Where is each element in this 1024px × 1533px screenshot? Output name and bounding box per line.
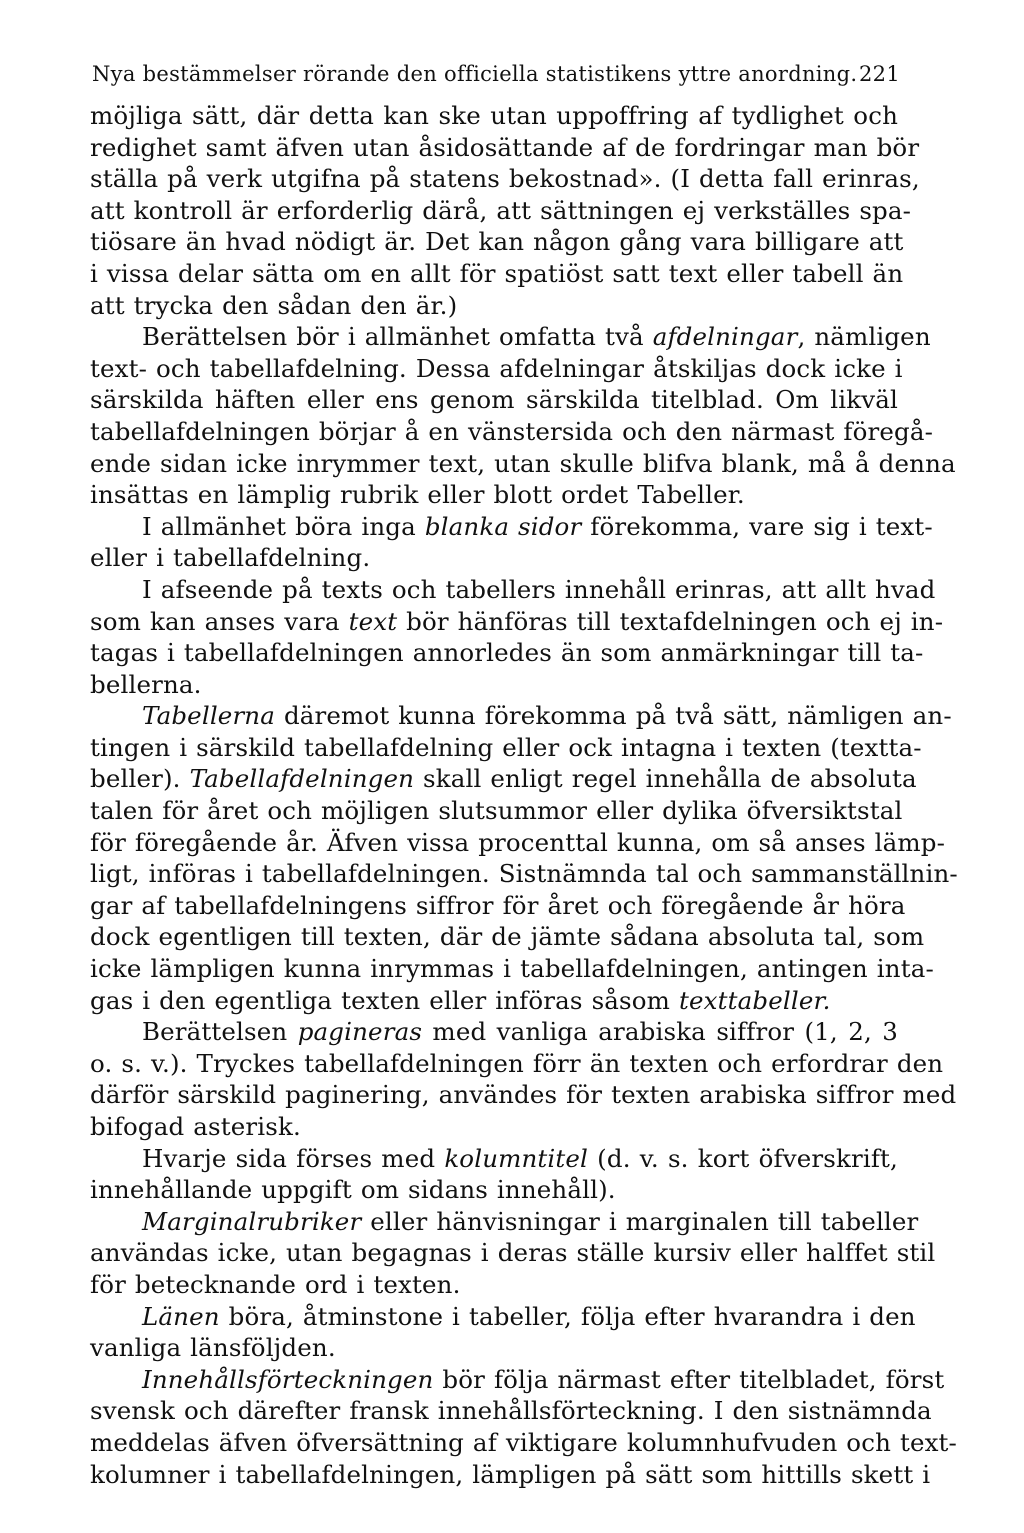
text-segment: gas i den egentliga texten eller införas såsom [90, 985, 680, 1015]
italic-text: blanka sidor [424, 511, 582, 541]
text-segment: Hvarje sida förses med [142, 1143, 445, 1173]
text-line [90, 132, 920, 164]
text-line [90, 163, 920, 195]
text-line [90, 732, 922, 764]
italic-text: kolumntitel [444, 1143, 589, 1173]
text-line [90, 100, 898, 132]
text-line [90, 353, 903, 385]
text-line [90, 890, 906, 922]
text-line [90, 858, 958, 890]
text-segment: som kan anses vara [90, 606, 349, 636]
text-segment: därför särskild paginering, användes för texten arabiska siffror med [90, 1080, 957, 1110]
text-line [90, 1111, 898, 1143]
italic-text: Länen [142, 1301, 220, 1331]
text-line [90, 637, 924, 669]
text-segment: kolumner i tabellafdelningen, lämpligen på sätt som hittills skett i [90, 1459, 931, 1489]
text-segment: , nämligen [797, 322, 931, 352]
text-segment: talen för året och möjligen slutsummor eller dylika öfversiktstal [90, 796, 903, 826]
text-line [90, 1174, 898, 1206]
text-line [90, 763, 917, 795]
text-segment: för föregående år. Äfven vissa procenttal kunna, om så anses lämp- [90, 827, 946, 857]
text-line [90, 795, 903, 827]
text-segment: ställa på verk utgifna på statens bekostnad». (I detta fall erinras, [90, 164, 920, 194]
text-line [90, 1364, 945, 1396]
text-line [90, 574, 936, 606]
text-line [90, 448, 956, 480]
text-line [90, 1332, 898, 1364]
text-line [90, 1079, 957, 1111]
text-segment: icke lämpligen kunna inrymmas i tabellafdelningen, antingen inta- [90, 954, 934, 984]
text-segment: med vanliga arabiska siffror (1, 2, 3 [422, 1017, 898, 1047]
text-segment: eller hänvisningar i marginalen till tabeller [361, 1206, 919, 1236]
text-segment: bifogad asterisk. [90, 1112, 301, 1141]
running-head-title: Nya bestämmelser rörande den officiella statistikens yttre anordning. [92, 62, 858, 86]
italic-text: Tabellerna [142, 701, 275, 731]
text-line [90, 1269, 898, 1301]
running-head [92, 60, 900, 88]
text-line [90, 321, 931, 353]
text-segment: ende sidan icke inrymmer text, utan skulle blifva blank, må å denna [90, 448, 956, 478]
text-line [90, 1395, 932, 1427]
text-segment: eller i tabellafdelning. [90, 543, 371, 573]
text-line [90, 542, 898, 574]
text-segment: dock egentligen till texten, där de jämte sådana absoluta tal, som [90, 922, 925, 952]
text-segment: text- och tabellafdelning. Dessa afdelningar åtskiljas dock icke i [90, 353, 903, 383]
text-segment: användas icke, utan begagnas i deras ställe kursiv eller halffet stil [90, 1238, 936, 1268]
text-segment: tabellafdelningen börjar å en vänstersida och den närmast föregå- [90, 416, 934, 446]
text-line [90, 1016, 898, 1048]
text-line [90, 1206, 919, 1238]
text-line [90, 511, 933, 543]
text-segment: svensk och därefter fransk innehållsförteckning. I den sistnämnda [90, 1396, 932, 1426]
text-line [90, 1237, 936, 1269]
text-segment: Berättelsen [142, 1017, 298, 1047]
text-segment: skall enligt regel innehålla de absoluta [414, 764, 917, 794]
text-segment: I allmänhet böra inga [142, 511, 425, 541]
text-line [90, 921, 925, 953]
text-segment: i vissa delar sätta om en allt för spatiöst satt text eller tabell än [90, 258, 904, 288]
text-segment: (d. v. s. kort öfverskrift, [588, 1143, 898, 1173]
italic-text: Innehållsförteckningen [142, 1364, 434, 1394]
text-line [90, 479, 898, 511]
text-line [90, 606, 944, 638]
text-segment: för betecknande ord i texten. [90, 1269, 461, 1299]
text-line [90, 1427, 957, 1459]
page-number: 221 [859, 62, 900, 86]
text-line [90, 384, 898, 416]
text-line [90, 1459, 931, 1491]
text-segment: förekomma, vare sig i text- [581, 511, 933, 541]
text-line [90, 258, 904, 290]
text-segment: tagas i tabellafdelningen annorledes än som anmärkningar till ta- [90, 638, 924, 668]
text-segment: bör hänföras till textafdelningen och ej in- [397, 606, 944, 636]
italic-text: text [348, 606, 398, 636]
italic-text: Marginalrubriker [142, 1206, 362, 1236]
text-segment: möjliga sätt, där detta kan ske utan uppoffring af tydlighet och [90, 101, 898, 130]
text-segment: bellerna. [90, 669, 202, 699]
italic-text: pagineras [297, 1017, 423, 1047]
text-line [90, 827, 946, 859]
text-segment: innehållande uppgift om sidans innehåll). [90, 1175, 616, 1205]
text-line [90, 416, 934, 448]
text-segment: Berättelsen bör i allmänhet omfatta två [142, 322, 653, 352]
text-segment: I afseende på texts och tabellers innehåll erinras, att allt hvad [142, 574, 936, 604]
text-line [90, 1048, 944, 1080]
text-segment: särskilda häften eller ens genom särskilda titelblad. Om likväl [90, 385, 898, 415]
text-line [90, 953, 934, 985]
text-segment: vanliga länsföljden. [90, 1333, 336, 1363]
text-segment: däremot kunna förekomma på två sätt, nämligen an- [275, 701, 952, 731]
text-segment: bör följa närmast efter titelbladet, först [433, 1364, 945, 1394]
text-line [90, 1143, 898, 1175]
text-segment: meddelas äfven öfversättning af viktigare kolumnhufvuden och text- [90, 1427, 957, 1457]
italic-text: Tabellafdelningen [189, 764, 415, 794]
text-segment: gar af tabellafdelningens siffror för året och föregående år höra [90, 890, 906, 920]
text-line [90, 226, 904, 258]
text-segment: böra, åtminstone i tabeller, följa efter hvarandra i den [219, 1301, 916, 1331]
text-segment: insättas en lämplig rubrik eller blott ordet Tabeller. [90, 480, 745, 510]
text-line [90, 195, 912, 227]
italic-text: afdelningar [652, 322, 798, 352]
text-line [90, 700, 952, 732]
text-segment: ligt, införas i tabellafdelningen. Sistnämnda tal och sammanställnin- [90, 859, 958, 889]
text-line [90, 1301, 916, 1333]
text-segment: redighet samt äfven utan åsidosättande af de fordringar man bör [90, 132, 920, 162]
body-text [90, 100, 958, 1490]
text-line [90, 290, 898, 322]
italic-text: texttabeller. [679, 985, 831, 1015]
text-segment: o. s. v.). Tryckes tabellafdelningen förr än texten och erfordrar den [90, 1048, 944, 1078]
text-segment: tiösare än hvad nödigt är. Det kan någon gång vara billigare att [90, 227, 904, 257]
text-line [90, 985, 898, 1017]
text-segment: att kontroll är erforderlig därå, att sättningen ej verkställes spa- [90, 195, 912, 225]
text-segment: tingen i särskild tabellafdelning eller ock intagna i texten (textta- [90, 732, 922, 762]
text-line [90, 669, 898, 701]
text-segment: att trycka den sådan den är.) [90, 290, 458, 320]
text-segment: beller). [90, 764, 190, 794]
